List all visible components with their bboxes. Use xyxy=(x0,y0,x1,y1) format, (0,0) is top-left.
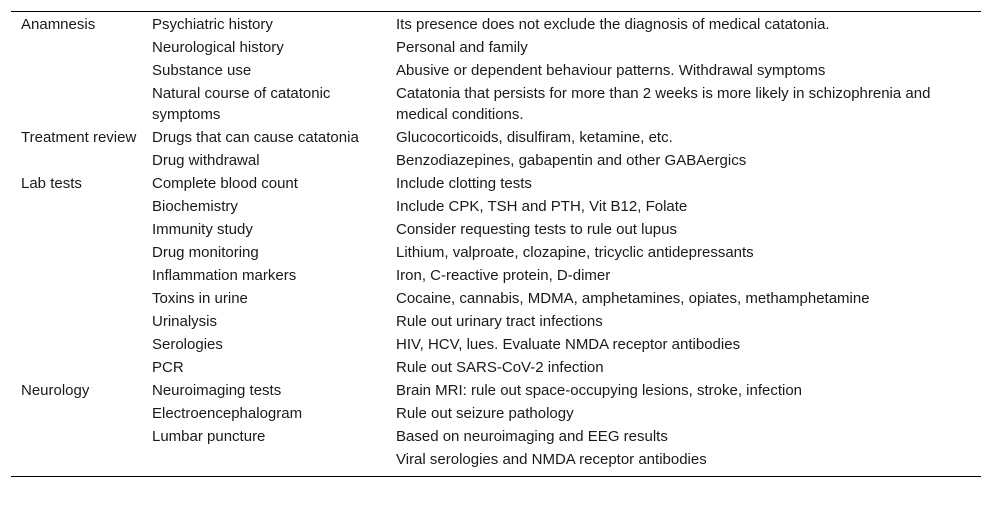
category-cell: Anamnesis xyxy=(21,16,96,33)
detail-cell: Rule out seizure pathology xyxy=(396,405,574,422)
table-row xyxy=(11,333,981,356)
item-cell: Immunity study xyxy=(152,221,253,238)
table-row xyxy=(11,195,981,218)
table-row xyxy=(11,218,981,241)
catatonia-workup-table xyxy=(11,12,981,476)
detail-cell: Benzodiazepines, gabapentin and other GABAergics xyxy=(396,152,747,169)
category-cell: Treatment review xyxy=(21,129,137,146)
table-row xyxy=(11,402,981,425)
item-cell: Substance use xyxy=(152,62,252,79)
item-cell: Complete blood count xyxy=(152,175,298,192)
item-cell: Serologies xyxy=(152,336,223,353)
table-row xyxy=(11,82,981,126)
category-cell xyxy=(11,241,152,264)
detail-cell: Personal and family xyxy=(396,39,528,56)
detail-cell: Viral serologies and NMDA receptor antibodies xyxy=(396,451,707,468)
detail-cell: Rule out SARS-CoV-2 infection xyxy=(396,359,604,376)
table-row xyxy=(11,241,981,264)
catatonia-workup-table-container xyxy=(11,11,981,477)
category-cell xyxy=(11,36,152,59)
detail-cell: Include CPK, TSH and PTH, Vit B12, Folate xyxy=(396,198,688,215)
detail-cell: Cocaine, cannabis, MDMA, amphetamines, opiates, methamphetamine xyxy=(396,290,870,307)
table-row xyxy=(11,172,981,195)
detail-cell: Consider requesting tests to rule out lupus xyxy=(396,221,677,238)
item-cell: PCR xyxy=(152,359,184,376)
item-cell: Biochemistry xyxy=(152,198,238,215)
table-row xyxy=(11,59,981,82)
item-cell: Drugs that can cause catatonia xyxy=(152,129,359,146)
item-cell: Drug withdrawal xyxy=(152,152,260,169)
table-row xyxy=(11,379,981,402)
item-cell: Psychiatric history xyxy=(152,16,273,33)
table-row xyxy=(11,425,981,448)
category-cell xyxy=(11,218,152,241)
item-cell: Urinalysis xyxy=(152,313,218,330)
table-row xyxy=(11,36,981,59)
table-body xyxy=(11,12,981,476)
detail-cell: Glucocorticoids, disulfiram, ketamine, etc. xyxy=(396,129,673,146)
detail-cell: HIV, HCV, lues. Evaluate NMDA receptor antibodies xyxy=(396,336,741,353)
category-cell xyxy=(11,448,152,476)
category-cell xyxy=(11,287,152,310)
item-cell: Inflammation markers xyxy=(152,267,297,284)
detail-cell: Based on neuroimaging and EEG results xyxy=(396,428,668,445)
category-cell: Neurology xyxy=(21,382,90,399)
detail-cell: Brain MRI: rule out space-occupying lesions, stroke, infection xyxy=(396,382,803,399)
category-cell xyxy=(11,59,152,82)
table-row xyxy=(11,448,981,476)
detail-cell: Rule out urinary tract infections xyxy=(396,313,603,330)
category-cell xyxy=(11,310,152,333)
table-row xyxy=(11,356,981,379)
category-cell xyxy=(11,264,152,287)
category-cell xyxy=(11,195,152,218)
table-row xyxy=(11,149,981,172)
item-cell xyxy=(152,448,396,476)
table-row xyxy=(11,264,981,287)
table-row xyxy=(11,310,981,333)
detail-cell: Catatonia that persists for more than 2 weeks is more likely in schizophrenia and medical conditions. xyxy=(396,85,931,123)
item-cell: Neurological history xyxy=(152,39,284,56)
detail-cell: Include clotting tests xyxy=(396,175,532,192)
category-cell: Lab tests xyxy=(21,175,82,192)
category-cell xyxy=(11,333,152,356)
table-row xyxy=(11,287,981,310)
table-row xyxy=(11,12,981,36)
detail-cell: Abusive or dependent behaviour patterns. Withdrawal symptoms xyxy=(396,62,826,79)
detail-cell: Its presence does not exclude the diagnosis of medical catatonia. xyxy=(396,16,830,33)
category-cell xyxy=(11,425,152,448)
item-cell: Drug monitoring xyxy=(152,244,259,261)
item-cell: Toxins in urine xyxy=(152,290,248,307)
item-cell: Lumbar puncture xyxy=(152,428,266,445)
detail-cell: Iron, C-reactive protein, D-dimer xyxy=(396,267,611,284)
item-cell: Neuroimaging tests xyxy=(152,382,282,399)
category-cell xyxy=(11,149,152,172)
table-row xyxy=(11,126,981,149)
detail-cell: Lithium, valproate, clozapine, tricyclic antidepressants xyxy=(396,244,754,261)
item-cell: Electroencephalogram xyxy=(152,405,303,422)
category-cell xyxy=(11,356,152,379)
item-cell: Natural course of catatonic symptoms xyxy=(152,85,331,123)
category-cell xyxy=(11,82,152,126)
category-cell xyxy=(11,402,152,425)
